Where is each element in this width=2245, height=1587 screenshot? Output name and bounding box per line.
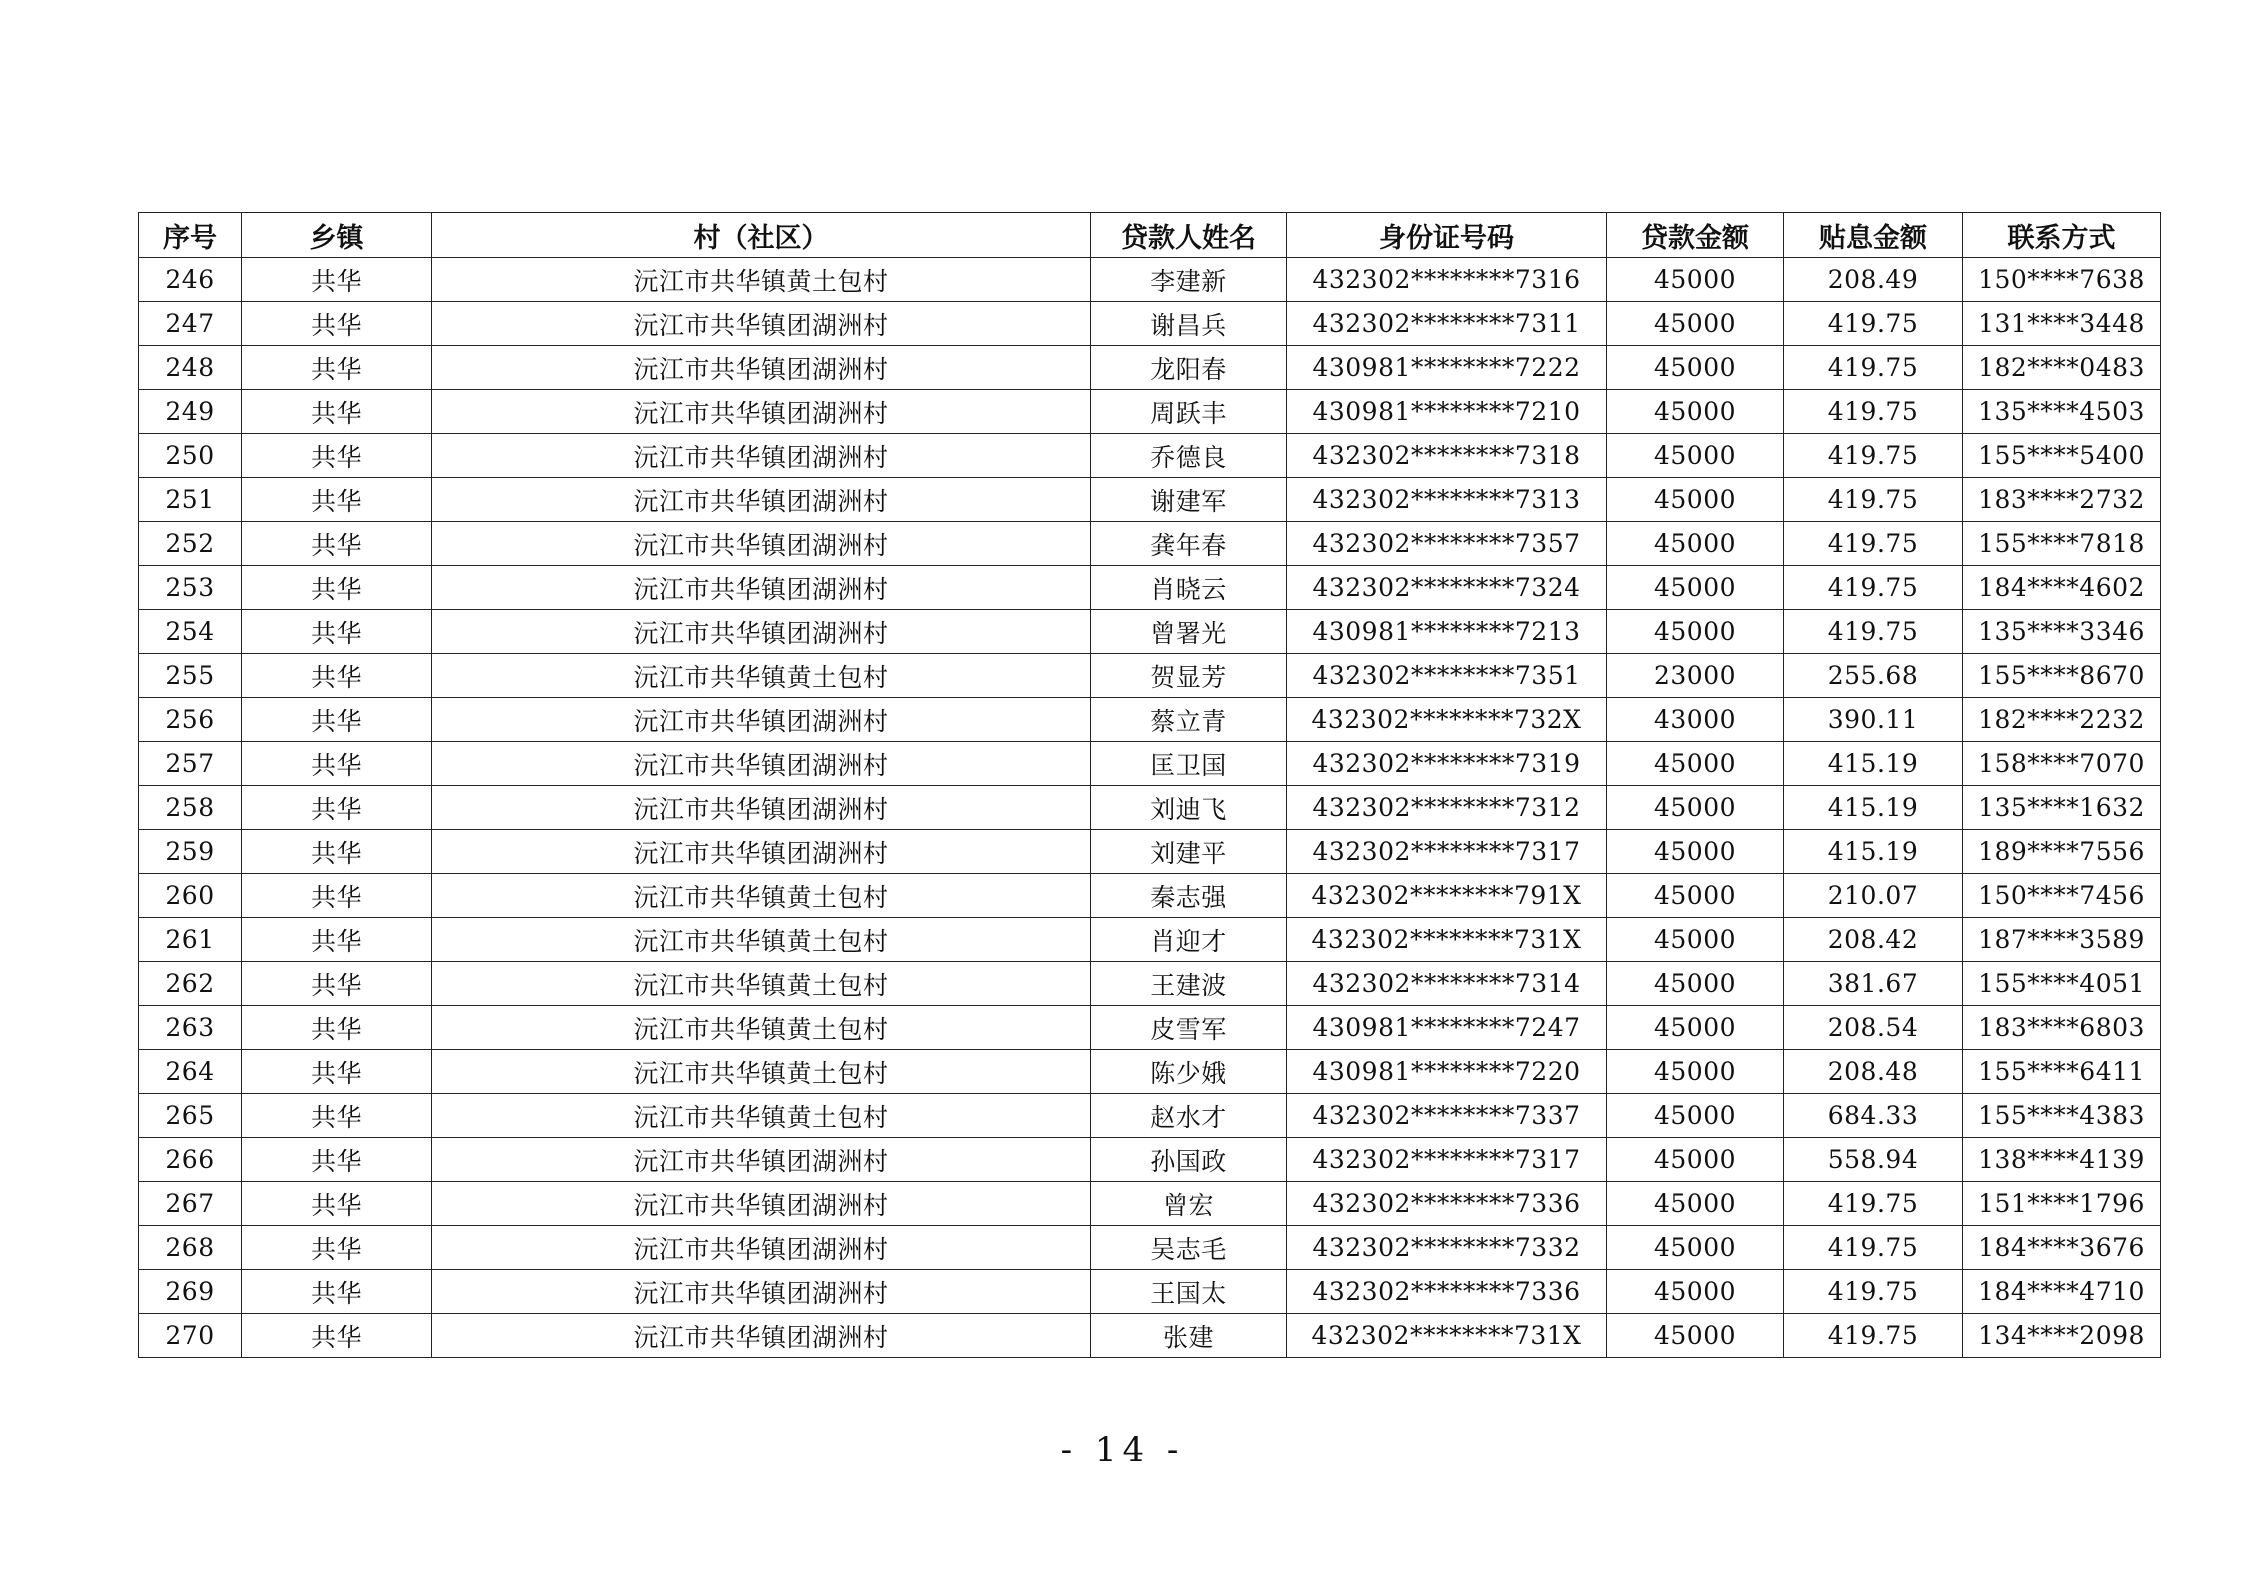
cell-village: 沅江市共华镇团湖洲村 [432,1270,1091,1314]
cell-town: 共华 [242,610,432,654]
cell-subsidy-amount: 419.75 [1784,390,1963,434]
cell-village: 沅江市共华镇团湖洲村 [432,742,1091,786]
cell-borrower-name: 龙阳春 [1091,346,1287,390]
cell-id-number: 432302********7337 [1287,1094,1607,1138]
cell-index: 269 [139,1270,242,1314]
cell-village: 沅江市共华镇团湖洲村 [432,434,1091,478]
cell-loan-amount: 43000 [1607,698,1784,742]
cell-contact: 155****8670 [1963,654,2161,698]
cell-borrower-name: 龚年春 [1091,522,1287,566]
cell-subsidy-amount: 208.49 [1784,258,1963,302]
cell-borrower-name: 贺显芳 [1091,654,1287,698]
cell-contact: 182****2232 [1963,698,2161,742]
cell-subsidy-amount: 419.75 [1784,478,1963,522]
header-subsidy-amount: 贴息金额 [1784,213,1963,258]
table-row [139,1270,2161,1314]
cell-index: 255 [139,654,242,698]
cell-borrower-name: 匡卫国 [1091,742,1287,786]
cell-town: 共华 [242,962,432,1006]
cell-id-number: 432302********7314 [1287,962,1607,1006]
cell-loan-amount: 45000 [1607,742,1784,786]
cell-id-number: 432302********7336 [1287,1182,1607,1226]
cell-contact: 138****4139 [1963,1138,2161,1182]
cell-town: 共华 [242,1270,432,1314]
table-row [139,434,2161,478]
cell-village: 沅江市共华镇团湖洲村 [432,302,1091,346]
table-row [139,698,2161,742]
cell-borrower-name: 肖迎才 [1091,918,1287,962]
cell-index: 259 [139,830,242,874]
table-row [139,1138,2161,1182]
cell-town: 共华 [242,742,432,786]
cell-subsidy-amount: 390.11 [1784,698,1963,742]
table-row [139,1050,2161,1094]
header-loan-amount: 贷款金额 [1607,213,1784,258]
table-row [139,566,2161,610]
cell-borrower-name: 谢建军 [1091,478,1287,522]
cell-id-number: 432302********7324 [1287,566,1607,610]
cell-loan-amount: 45000 [1607,302,1784,346]
cell-contact: 183****6803 [1963,1006,2161,1050]
cell-id-number: 432302********7312 [1287,786,1607,830]
cell-index: 250 [139,434,242,478]
cell-subsidy-amount: 208.48 [1784,1050,1963,1094]
cell-subsidy-amount: 208.42 [1784,918,1963,962]
cell-contact: 150****7456 [1963,874,2161,918]
cell-village: 沅江市共华镇黄土包村 [432,654,1091,698]
cell-village: 沅江市共华镇黄土包村 [432,918,1091,962]
cell-borrower-name: 曾署光 [1091,610,1287,654]
cell-borrower-name: 赵水才 [1091,1094,1287,1138]
table-row [139,390,2161,434]
cell-contact: 189****7556 [1963,830,2161,874]
table-row [139,1182,2161,1226]
cell-index: 267 [139,1182,242,1226]
cell-loan-amount: 45000 [1607,1270,1784,1314]
header-index: 序号 [139,213,242,258]
cell-loan-amount: 45000 [1607,874,1784,918]
cell-town: 共华 [242,698,432,742]
cell-town: 共华 [242,346,432,390]
cell-village: 沅江市共华镇黄土包村 [432,1050,1091,1094]
cell-index: 265 [139,1094,242,1138]
cell-contact: 135****1632 [1963,786,2161,830]
cell-borrower-name: 谢昌兵 [1091,302,1287,346]
cell-id-number: 430981********7220 [1287,1050,1607,1094]
cell-town: 共华 [242,786,432,830]
cell-village: 沅江市共华镇团湖洲村 [432,698,1091,742]
table-row [139,1094,2161,1138]
cell-borrower-name: 陈少娥 [1091,1050,1287,1094]
cell-loan-amount: 45000 [1607,346,1784,390]
cell-borrower-name: 吴志毛 [1091,1226,1287,1270]
cell-borrower-name: 张建 [1091,1314,1287,1358]
cell-loan-amount: 45000 [1607,1006,1784,1050]
cell-loan-amount: 45000 [1607,478,1784,522]
cell-borrower-name: 刘迪飞 [1091,786,1287,830]
cell-town: 共华 [242,918,432,962]
cell-village: 沅江市共华镇团湖洲村 [432,786,1091,830]
cell-village: 沅江市共华镇团湖洲村 [432,1226,1091,1270]
table-row [139,258,2161,302]
cell-contact: 151****1796 [1963,1182,2161,1226]
cell-subsidy-amount: 419.75 [1784,346,1963,390]
cell-village: 沅江市共华镇黄土包村 [432,874,1091,918]
table-row [139,654,2161,698]
cell-loan-amount: 45000 [1607,1050,1784,1094]
cell-id-number: 432302********7316 [1287,258,1607,302]
cell-index: 257 [139,742,242,786]
cell-contact: 150****7638 [1963,258,2161,302]
table-row [139,918,2161,962]
table-row [139,962,2161,1006]
cell-village: 沅江市共华镇黄土包村 [432,1006,1091,1050]
table-row [139,874,2161,918]
cell-village: 沅江市共华镇团湖洲村 [432,478,1091,522]
table-row [139,522,2161,566]
cell-borrower-name: 肖晓云 [1091,566,1287,610]
cell-subsidy-amount: 415.19 [1784,830,1963,874]
cell-contact: 155****5400 [1963,434,2161,478]
cell-loan-amount: 45000 [1607,786,1784,830]
header-borrower-name: 贷款人姓名 [1091,213,1287,258]
cell-id-number: 432302********7317 [1287,830,1607,874]
cell-village: 沅江市共华镇团湖洲村 [432,1314,1091,1358]
table-row [139,478,2161,522]
cell-loan-amount: 45000 [1607,830,1784,874]
table-row [139,1314,2161,1358]
cell-index: 253 [139,566,242,610]
cell-town: 共华 [242,1226,432,1270]
cell-subsidy-amount: 684.33 [1784,1094,1963,1138]
cell-village: 沅江市共华镇团湖洲村 [432,1182,1091,1226]
table-row [139,610,2161,654]
cell-loan-amount: 45000 [1607,1094,1784,1138]
cell-town: 共华 [242,1006,432,1050]
cell-town: 共华 [242,1138,432,1182]
cell-index: 252 [139,522,242,566]
cell-village: 沅江市共华镇团湖洲村 [432,830,1091,874]
cell-contact: 184****3676 [1963,1226,2161,1270]
cell-town: 共华 [242,478,432,522]
cell-contact: 184****4710 [1963,1270,2161,1314]
table-row [139,830,2161,874]
cell-id-number: 430981********7247 [1287,1006,1607,1050]
cell-borrower-name: 周跃丰 [1091,390,1287,434]
table-row [139,302,2161,346]
cell-loan-amount: 45000 [1607,390,1784,434]
cell-village: 沅江市共华镇团湖洲村 [432,346,1091,390]
cell-id-number: 430981********7213 [1287,610,1607,654]
cell-town: 共华 [242,258,432,302]
cell-contact: 135****4503 [1963,390,2161,434]
cell-subsidy-amount: 210.07 [1784,874,1963,918]
cell-subsidy-amount: 255.68 [1784,654,1963,698]
header-contact: 联系方式 [1963,213,2161,258]
cell-index: 270 [139,1314,242,1358]
cell-subsidy-amount: 419.75 [1784,566,1963,610]
cell-id-number: 432302********7319 [1287,742,1607,786]
cell-id-number: 432302********7357 [1287,522,1607,566]
cell-index: 258 [139,786,242,830]
cell-contact: 184****4602 [1963,566,2161,610]
cell-village: 沅江市共华镇团湖洲村 [432,522,1091,566]
cell-contact: 131****3448 [1963,302,2161,346]
cell-loan-amount: 45000 [1607,918,1784,962]
cell-id-number: 432302********7313 [1287,478,1607,522]
cell-town: 共华 [242,830,432,874]
cell-village: 沅江市共华镇黄土包村 [432,1094,1091,1138]
cell-index: 256 [139,698,242,742]
cell-index: 264 [139,1050,242,1094]
table-body [139,258,2161,1358]
table-row [139,1226,2161,1270]
cell-id-number: 432302********791X [1287,874,1607,918]
cell-index: 249 [139,390,242,434]
cell-subsidy-amount: 415.19 [1784,742,1963,786]
page-number: - 14 - [1060,1430,1185,1470]
cell-contact: 183****2732 [1963,478,2161,522]
cell-borrower-name: 李建新 [1091,258,1287,302]
cell-contact: 135****3346 [1963,610,2161,654]
cell-loan-amount: 45000 [1607,522,1784,566]
cell-borrower-name: 秦志强 [1091,874,1287,918]
cell-borrower-name: 孙国政 [1091,1138,1287,1182]
cell-town: 共华 [242,874,432,918]
cell-index: 268 [139,1226,242,1270]
cell-loan-amount: 45000 [1607,610,1784,654]
cell-village: 沅江市共华镇团湖洲村 [432,1138,1091,1182]
cell-subsidy-amount: 419.75 [1784,610,1963,654]
cell-loan-amount: 45000 [1607,1226,1784,1270]
header-id-number: 身份证号码 [1287,213,1607,258]
cell-subsidy-amount: 419.75 [1784,1270,1963,1314]
cell-loan-amount: 45000 [1607,962,1784,1006]
cell-subsidy-amount: 419.75 [1784,522,1963,566]
cell-contact: 182****0483 [1963,346,2161,390]
cell-subsidy-amount: 419.75 [1784,1314,1963,1358]
cell-town: 共华 [242,522,432,566]
cell-loan-amount: 45000 [1607,566,1784,610]
cell-id-number: 432302********7318 [1287,434,1607,478]
cell-index: 247 [139,302,242,346]
cell-subsidy-amount: 558.94 [1784,1138,1963,1182]
cell-town: 共华 [242,566,432,610]
cell-loan-amount: 45000 [1607,434,1784,478]
cell-town: 共华 [242,1182,432,1226]
cell-id-number: 432302********731X [1287,918,1607,962]
cell-borrower-name: 刘建平 [1091,830,1287,874]
cell-index: 260 [139,874,242,918]
cell-town: 共华 [242,434,432,478]
cell-contact: 134****2098 [1963,1314,2161,1358]
table-row [139,742,2161,786]
cell-id-number: 432302********7332 [1287,1226,1607,1270]
cell-contact: 187****3589 [1963,918,2161,962]
cell-id-number: 432302********7311 [1287,302,1607,346]
cell-subsidy-amount: 208.54 [1784,1006,1963,1050]
cell-index: 246 [139,258,242,302]
cell-loan-amount: 23000 [1607,654,1784,698]
cell-contact: 158****7070 [1963,742,2161,786]
cell-index: 263 [139,1006,242,1050]
cell-id-number: 432302********731X [1287,1314,1607,1358]
cell-village: 沅江市共华镇团湖洲村 [432,390,1091,434]
cell-village: 沅江市共华镇黄土包村 [432,962,1091,1006]
cell-town: 共华 [242,1314,432,1358]
cell-borrower-name: 皮雪军 [1091,1006,1287,1050]
header-town: 乡镇 [242,213,432,258]
cell-loan-amount: 45000 [1607,1314,1784,1358]
cell-village: 沅江市共华镇黄土包村 [432,258,1091,302]
cell-index: 251 [139,478,242,522]
cell-id-number: 432302********732X [1287,698,1607,742]
cell-subsidy-amount: 419.75 [1784,1226,1963,1270]
cell-subsidy-amount: 415.19 [1784,786,1963,830]
cell-contact: 155****7818 [1963,522,2161,566]
cell-subsidy-amount: 419.75 [1784,434,1963,478]
cell-id-number: 432302********7336 [1287,1270,1607,1314]
table-header-row [139,213,2161,258]
cell-borrower-name: 乔德良 [1091,434,1287,478]
loan-subsidy-table [138,212,2161,1358]
cell-index: 261 [139,918,242,962]
cell-borrower-name: 王建波 [1091,962,1287,1006]
cell-contact: 155****4051 [1963,962,2161,1006]
cell-subsidy-amount: 419.75 [1784,302,1963,346]
cell-town: 共华 [242,390,432,434]
cell-id-number: 432302********7351 [1287,654,1607,698]
cell-contact: 155****6411 [1963,1050,2161,1094]
cell-borrower-name: 蔡立青 [1091,698,1287,742]
cell-index: 248 [139,346,242,390]
cell-town: 共华 [242,1094,432,1138]
cell-town: 共华 [242,1050,432,1094]
table-row [139,786,2161,830]
cell-id-number: 430981********7222 [1287,346,1607,390]
cell-index: 266 [139,1138,242,1182]
cell-borrower-name: 曾宏 [1091,1182,1287,1226]
cell-loan-amount: 45000 [1607,1138,1784,1182]
cell-subsidy-amount: 419.75 [1784,1182,1963,1226]
cell-id-number: 432302********7317 [1287,1138,1607,1182]
cell-borrower-name: 王国太 [1091,1270,1287,1314]
cell-subsidy-amount: 381.67 [1784,962,1963,1006]
table-row [139,346,2161,390]
cell-town: 共华 [242,302,432,346]
table-row [139,1006,2161,1050]
cell-loan-amount: 45000 [1607,258,1784,302]
cell-index: 262 [139,962,242,1006]
cell-index: 254 [139,610,242,654]
cell-contact: 155****4383 [1963,1094,2161,1138]
cell-village: 沅江市共华镇团湖洲村 [432,566,1091,610]
header-village: 村（社区） [432,213,1091,258]
cell-town: 共华 [242,654,432,698]
cell-id-number: 430981********7210 [1287,390,1607,434]
cell-loan-amount: 45000 [1607,1182,1784,1226]
cell-village: 沅江市共华镇团湖洲村 [432,610,1091,654]
